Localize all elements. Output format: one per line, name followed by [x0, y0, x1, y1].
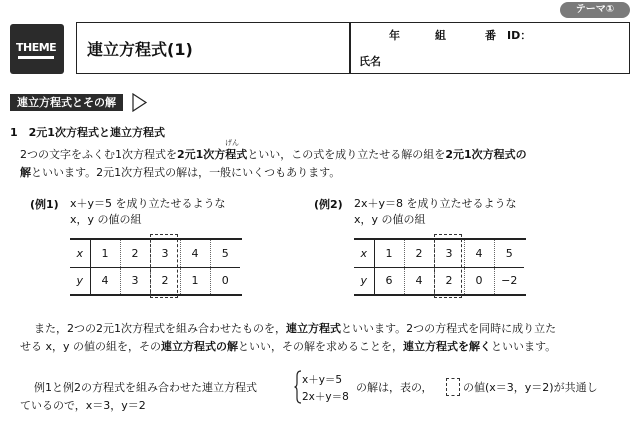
equation-1: x＋y＝5 — [302, 374, 343, 386]
paragraph-2-line-1: また，2つの2元1次方程式を組み合わせたものを，連立方程式といいます。2つの方程式を同時に成り立た — [34, 322, 557, 335]
ruby-text: げん — [225, 139, 239, 147]
table-cell: 1 — [374, 240, 404, 267]
table-cell: 1 — [90, 240, 120, 267]
example-1-text-1: x＋y＝5 を成り立たせるような — [70, 197, 226, 210]
table-row-label: x — [70, 240, 90, 267]
table-cell: 5 — [494, 240, 524, 267]
table-cell: 4 — [464, 240, 494, 267]
section-arrow-icon — [132, 93, 148, 112]
table-cell: −2 — [494, 267, 524, 294]
year-label: 年 — [389, 29, 400, 42]
student-info-area — [351, 23, 629, 73]
id-label: ID： — [507, 29, 532, 42]
table-cell: 2 — [150, 267, 180, 294]
brace-icon — [294, 370, 302, 404]
paragraph-1-line-2: 解といいます。2元1次方程式の解は，一般にいくつもあります。 — [20, 166, 341, 179]
table-cell: 3 — [150, 240, 180, 267]
table-cell: 3 — [120, 267, 150, 294]
paragraph-2-line-2: せる x，y の値の組を，その連立方程式の解といい，その解を求めることを，連立方程式を解くといいます。 — [20, 340, 557, 353]
subsection-heading: 1 2元1次方程式と連立方程式 — [10, 126, 165, 139]
theme-logo — [10, 24, 64, 74]
highlight-box — [434, 234, 462, 298]
section-heading: 連立方程式とその解 — [10, 94, 123, 111]
class-label: 組 — [435, 29, 446, 42]
table-cell: 4 — [180, 240, 210, 267]
example-1-text-2: x，y の値の組 — [70, 213, 142, 226]
table-cell: 1 — [180, 267, 210, 294]
header-box — [76, 22, 630, 74]
table-row-label: y — [70, 267, 90, 294]
theme-badge: テーマ① — [560, 2, 630, 18]
table-cell: 2 — [434, 267, 464, 294]
example-1-label: (例1) — [30, 198, 59, 211]
highlight-box — [150, 234, 178, 298]
table-cell: 3 — [434, 240, 464, 267]
example-2-text-2: x，y の値の組 — [354, 213, 426, 226]
paragraph-3-line-2: ているので，x＝3，y＝2 — [20, 399, 146, 412]
logo-underline — [18, 56, 54, 59]
table-cell: 6 — [374, 267, 404, 294]
table-cell: 0 — [464, 267, 494, 294]
example-2-text-1: 2x＋y＝8 を成り立たせるような — [354, 197, 517, 210]
table-cell: 5 — [210, 240, 240, 267]
name-label: 氏名 — [359, 55, 381, 68]
legend-dashed-box — [446, 378, 460, 396]
logo-text: THEME — [16, 41, 57, 54]
paragraph-3-line-1a: 例1と例2の方程式を組み合わせた連立方程式 — [34, 381, 257, 394]
table-cell: 4 — [404, 267, 434, 294]
table-row-label: x — [354, 240, 374, 267]
paragraph-1-line-1: 2つの文字をふくむ1次方程式を2元1次方程式といい，この式を成り立たせる解の組を2元1次方程式の — [20, 148, 527, 161]
example-2-label: (例2) — [314, 198, 343, 211]
number-label: 番 — [485, 29, 496, 42]
table-cell: 2 — [404, 240, 434, 267]
table-row-label: y — [354, 267, 374, 294]
table-cell: 2 — [120, 240, 150, 267]
page-title: 連立方程式(1) — [87, 40, 193, 59]
table-cell: 0 — [210, 267, 240, 294]
paragraph-3-line-1c: の値(x＝3，y＝2)が共通し — [463, 381, 598, 394]
equation-2: 2x＋y＝8 — [302, 391, 349, 403]
table-cell: 4 — [90, 267, 120, 294]
paragraph-3-line-1b: の解は，表の， — [356, 381, 433, 394]
